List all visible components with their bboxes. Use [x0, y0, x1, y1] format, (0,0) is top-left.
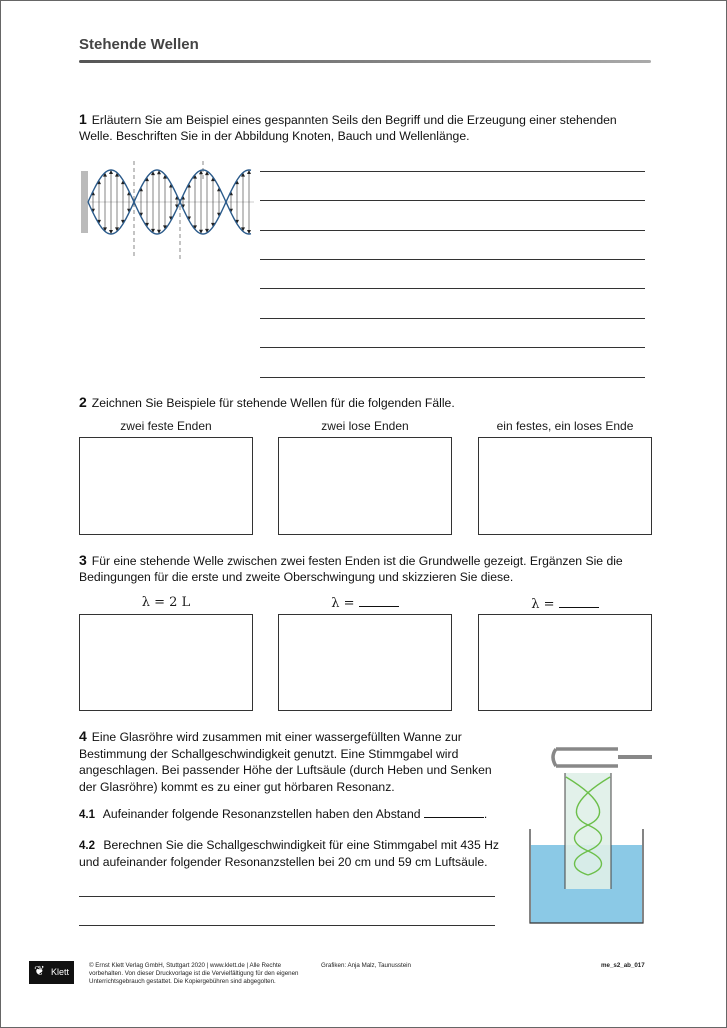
- standing-wave-figure: [79, 159, 254, 261]
- answer-line-3[interactable]: [260, 230, 645, 231]
- task2-number: 2: [79, 394, 87, 410]
- answer-line-2[interactable]: [260, 200, 645, 201]
- tuning-fork-prongs: [553, 749, 618, 766]
- drawing-box-second-overtone[interactable]: [478, 614, 652, 711]
- task4-line4: der Glasröhre) kommt es zu einer gut hörbaren Resonanz.: [79, 779, 395, 794]
- task4-line2: Bestimmung der Schallgeschwindigkeit genutzt. Eine Stimmgabel wird: [79, 746, 459, 761]
- answer-line-5[interactable]: [260, 288, 645, 289]
- glass-tube: [565, 773, 611, 889]
- formula-blank-1[interactable]: [359, 595, 399, 607]
- task4-1-statement: Aufeinander folgende Resonanzstellen haben den Abstand: [102, 807, 421, 821]
- title-underline: [79, 60, 651, 63]
- caption-fixed-loose: ein festes, ein loses Ende: [496, 419, 634, 433]
- caption-fixed-fixed: zwei feste Enden: [120, 419, 212, 433]
- drawing-box-fundamental[interactable]: [79, 614, 253, 711]
- graphics-credit: Grafiken: Anja Malz, Taunusstein: [321, 962, 411, 969]
- distance-blank[interactable]: [424, 806, 484, 818]
- task3-line2: Bedingungen für die erste und zweite Oberschwingung und skizzieren Sie diese.: [79, 570, 514, 584]
- task1-line1: Erläutern Sie am Beispiel eines gespannten Seils den Begriff und die Erzeugung einer stehenden: [91, 113, 617, 127]
- answer-line-4[interactable]: [260, 259, 645, 260]
- task1-text: [79, 111, 639, 144]
- resonance-tube-figure: [526, 739, 654, 927]
- task2-text: [79, 394, 639, 411]
- task2-instruction: Zeichnen Sie Beispiele für stehende Wellen für die folgenden Fälle.: [91, 396, 455, 410]
- task3-number: 3: [79, 552, 87, 568]
- page-title: Stehende Wellen: [79, 36, 199, 53]
- caption-loose-loose: zwei lose Enden: [321, 419, 409, 433]
- formula-second-overtone: λ =: [478, 596, 652, 612]
- answer-line-task4-2[interactable]: [79, 925, 495, 926]
- task4-2-line2: und aufeinander folgender Resonanzstellen bei 20 cm und 59 cm Luftsäule.: [79, 855, 488, 869]
- copyright-notice: © Ernst Klett Verlag GmbH, Stuttgart 2020 | www.klett.de | Alle Rechte vorbehalten. Von dieser Druckvorlage ist die Vervielfältigung für den eigenen Unterrichtsgebrauch gestattet. Die Kopiergebühren sind abgegolten.: [89, 962, 299, 985]
- answer-line-8[interactable]: [260, 377, 645, 378]
- task1-number: 1: [79, 111, 87, 127]
- answer-line-7[interactable]: [260, 347, 645, 348]
- task4-1-number: 4.1: [79, 809, 95, 821]
- task4-2-line1: Berechnen Sie die Schallgeschwindigkeit für eine Stimmgabel mit 435 Hz: [103, 838, 500, 852]
- logo-mark-icon: ❦: [34, 964, 45, 979]
- task4-line1: Eine Glasröhre wird zusammen mit einer wassergefüllten Wanne zur: [91, 730, 462, 744]
- task4-2-text: [79, 837, 529, 870]
- task3-text: [79, 552, 659, 585]
- wall-fixed-end: [81, 171, 88, 233]
- formula-blank-2[interactable]: [559, 596, 599, 608]
- answer-line-1[interactable]: [260, 171, 645, 172]
- drawing-box-loose-loose[interactable]: [278, 437, 452, 535]
- answer-line-6[interactable]: [260, 318, 645, 319]
- task4-text: [79, 728, 519, 795]
- drawing-box-fixed-fixed[interactable]: [79, 437, 253, 535]
- formula-first-overtone: λ =: [278, 595, 452, 611]
- task3-line1: Für eine stehende Welle zwischen zwei festen Enden ist die Grundwelle gezeigt. Ergänzen Sie die: [91, 554, 623, 568]
- document-code: me_s2_ab_017: [601, 962, 645, 969]
- klett-logo: [29, 961, 74, 984]
- task4-number: 4: [79, 728, 87, 744]
- drawing-box-first-overtone[interactable]: [278, 614, 452, 711]
- logo-text: Klett: [51, 967, 70, 977]
- task4-2-number: 4.2: [79, 840, 95, 852]
- task4-line3: angeschlagen. Bei passender Höhe der Luftsäule (durch Heben und Senken: [79, 763, 492, 777]
- task1-line2: Welle. Beschriften Sie in der Abbildung Knoten, Bauch und Wellenlänge.: [79, 129, 470, 143]
- drawing-box-fixed-loose[interactable]: [478, 437, 652, 535]
- task4-1-text: 4.1 Aufeinander folgende Resonanzstellen haben den Abstand .: [79, 807, 488, 821]
- formula-fundamental: λ = 2 L: [141, 595, 191, 610]
- answer-line-task4-1[interactable]: [79, 896, 495, 897]
